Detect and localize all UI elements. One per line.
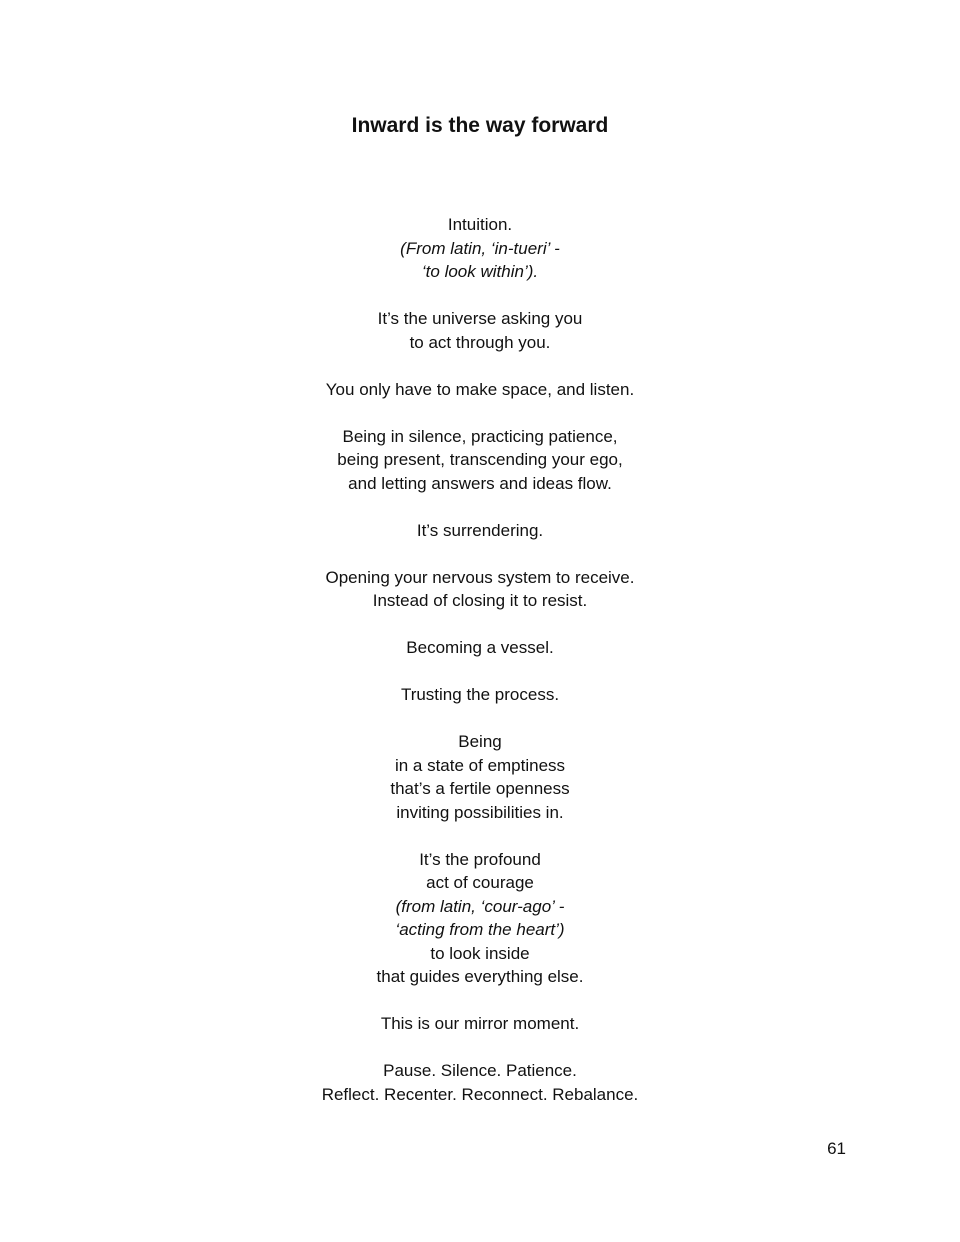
poem-stanza xyxy=(0,1012,960,1036)
poem-line: It’s the universe asking you xyxy=(377,309,583,328)
page-title: Inward is the way forward xyxy=(351,114,609,137)
poem-line: in a state of emptiness xyxy=(394,755,566,775)
poem-line: being present, transcending your ego, xyxy=(337,450,623,469)
poem-line: Instead of closing it to resist. xyxy=(372,591,588,610)
page-number: 61 xyxy=(827,1139,846,1158)
poem-stanza xyxy=(0,213,960,284)
poem-line: Trusting the process. xyxy=(400,685,560,704)
poem-body xyxy=(0,213,960,1130)
poem-line: You only have to make space, and listen. xyxy=(325,379,635,399)
poem-line: (From latin, ‘in-tueri’ - xyxy=(400,238,560,258)
poem-line: Being in silence, practicing patience, xyxy=(342,426,618,446)
poem-line: act of courage xyxy=(426,873,534,892)
poem-line: that guides everything else. xyxy=(376,967,584,986)
poem-stanza xyxy=(0,730,960,824)
poem-line: Reflect. Recenter. Reconnect. Rebalance. xyxy=(321,1084,639,1104)
poem-stanza xyxy=(0,378,960,402)
poem-line: Being xyxy=(458,732,502,751)
poem-line: Intuition. xyxy=(447,215,513,234)
poem-stanza xyxy=(0,307,960,354)
poem-stanza xyxy=(0,683,960,707)
poem-line: This is our mirror moment. xyxy=(380,1014,580,1033)
poem-line: that’s a fertile openness xyxy=(390,779,570,798)
poem-line: ‘acting from the heart’) xyxy=(395,920,565,939)
poem-stanza xyxy=(0,636,960,660)
poem-line: to look inside xyxy=(430,943,530,963)
poem-stanza xyxy=(0,519,960,543)
poem-line: ‘to look within’). xyxy=(421,262,539,281)
poem-line: and letting answers and ideas flow. xyxy=(348,473,612,493)
poem-line: Opening your nervous system to receive. xyxy=(325,567,635,587)
poem-stanza xyxy=(0,1059,960,1106)
poem-stanza xyxy=(0,425,960,496)
poem-stanza xyxy=(0,566,960,613)
poem-line: (from latin, ‘cour-ago’ - xyxy=(395,896,565,916)
poem-line: to act through you. xyxy=(409,332,551,352)
poem-line: Becoming a vessel. xyxy=(406,638,554,657)
poem-line: It’s surrendering. xyxy=(416,520,544,540)
poem-stanza xyxy=(0,848,960,989)
poem-line: inviting possibilities in. xyxy=(396,802,564,822)
poem-line: Pause. Silence. Patience. xyxy=(383,1061,577,1080)
poem-line: It’s the profound xyxy=(419,849,541,869)
